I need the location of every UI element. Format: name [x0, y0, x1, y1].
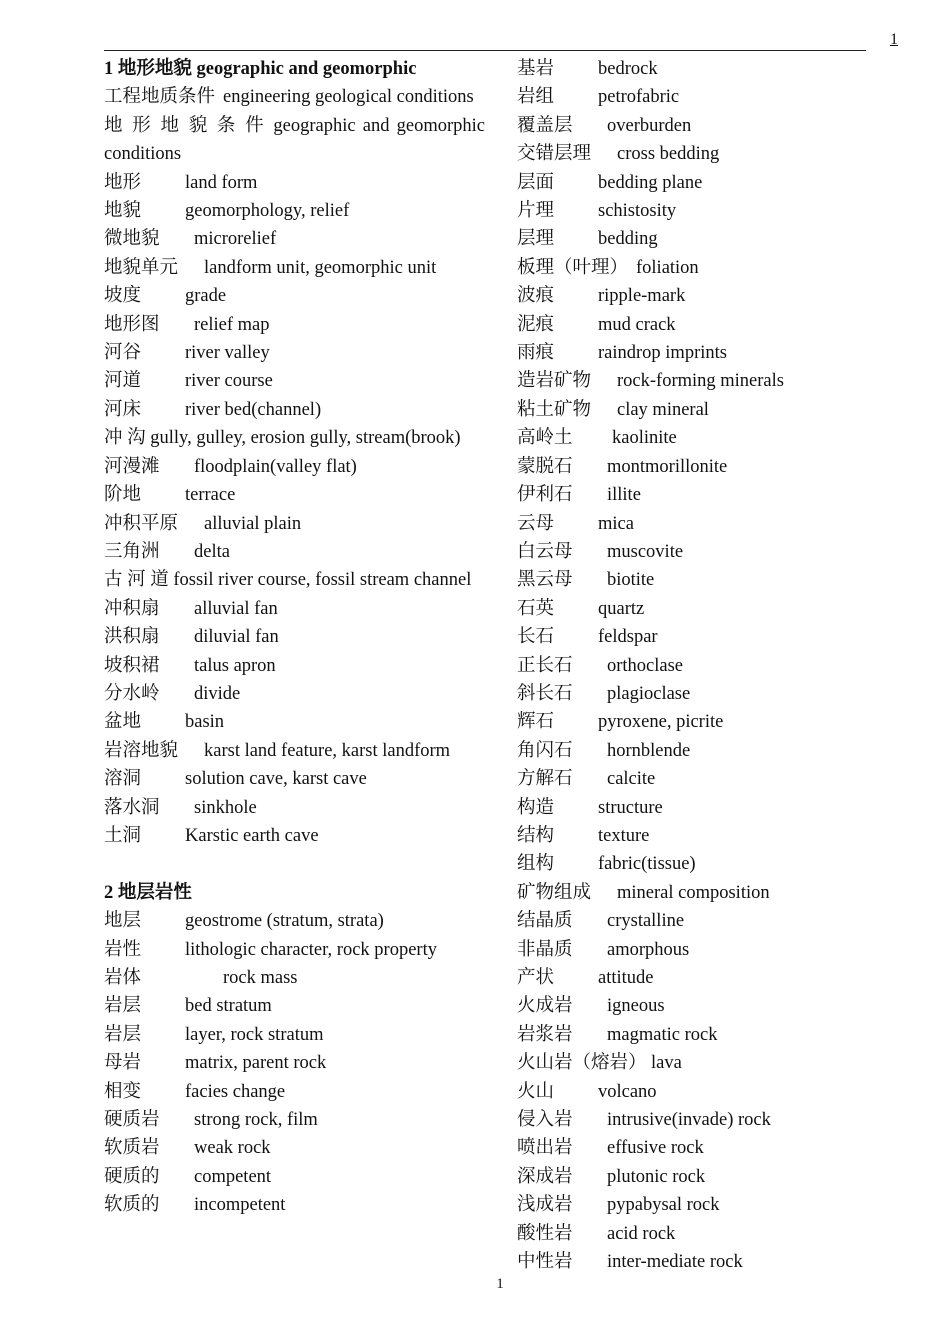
chinese-term: 片理 [517, 201, 555, 222]
english-term: bedrock [598, 59, 658, 79]
glossary-entry [517, 850, 877, 878]
english-term: effusive rock [607, 1138, 704, 1159]
chinese-term: 地层 [104, 911, 142, 932]
glossary-entry [104, 1021, 485, 1049]
glossary-entry [517, 55, 877, 83]
english-term: matrix, parent rock [185, 1053, 327, 1074]
english-term: lithologic character, rock property [185, 939, 437, 960]
english-term: relief map [194, 314, 270, 335]
chinese-term: 微地貌 [104, 229, 160, 250]
english-term: river course [185, 371, 273, 392]
chinese-term: 角闪石 [517, 740, 573, 761]
glossary-entry [517, 1248, 877, 1276]
english-term: magmatic rock [607, 1024, 718, 1045]
glossary-entry [517, 1049, 877, 1077]
english-term: muscovite [607, 541, 684, 562]
english-term: alluvial fan [194, 598, 278, 619]
english-term: structure [598, 797, 663, 818]
glossary-entry [517, 140, 877, 168]
glossary-entry [517, 1134, 877, 1162]
glossary-entry [104, 765, 485, 793]
glossary-entry [517, 311, 877, 339]
english-term: mineral composition [617, 882, 770, 903]
english-term: hornblende [607, 740, 691, 761]
glossary-entry [517, 652, 877, 680]
english-term: foliation [636, 257, 699, 278]
chinese-term: 高岭土 [517, 428, 573, 449]
chinese-term: 产状 [517, 968, 555, 988]
chinese-term: 浅成岩 [517, 1195, 573, 1216]
chinese-term: 非晶质 [517, 939, 573, 960]
section-heading: 2 地层岩性 [104, 882, 192, 903]
chinese-term: 三角洲 [104, 541, 160, 562]
english-term: land form [185, 172, 258, 193]
english-term: bedding [598, 229, 658, 250]
blank-line [104, 850, 485, 878]
glossary-entry [104, 1163, 485, 1191]
english-term: texture [598, 825, 650, 846]
glossary-entry [517, 1078, 877, 1106]
english-term: plagioclase [607, 683, 691, 704]
chinese-term: 河漫滩 [104, 456, 160, 477]
chinese-term: 白云母 [517, 541, 573, 562]
chinese-term: 云母 [517, 513, 555, 534]
glossary-entry [517, 453, 877, 481]
glossary-entry [104, 595, 485, 623]
glossary-entry [517, 623, 877, 651]
chinese-term: 火山岩（熔岩） [517, 1053, 647, 1074]
glossary-entry [104, 1134, 485, 1162]
chinese-term: 溶洞 [104, 769, 142, 790]
glossary-entry [104, 1106, 485, 1134]
chinese-term: 斜长石 [517, 683, 573, 704]
glossary-entry [517, 367, 877, 395]
chinese-term: 岩层 [104, 1024, 142, 1045]
english-term: igneous [607, 996, 665, 1017]
chinese-term: 母岩 [104, 1053, 142, 1074]
glossary-entry [517, 83, 877, 111]
english-term: rock mass [223, 967, 298, 988]
english-term: ripple-mark [598, 286, 686, 307]
english-term: alluvial plain [204, 513, 302, 534]
english-term: raindrop imprints [598, 343, 727, 364]
english-term: divide [194, 683, 241, 704]
glossary-entry [104, 964, 485, 992]
chinese-term: 岩体 [104, 967, 142, 988]
english-term: crystalline [607, 911, 685, 932]
chinese-term: 波痕 [517, 286, 555, 307]
chinese-term: 地形 [104, 172, 142, 193]
glossary-entry [104, 1191, 485, 1219]
glossary-entry [517, 566, 877, 594]
chinese-term: 造岩矿物 [517, 371, 592, 392]
glossary-entry [104, 83, 485, 111]
glossary-entry [517, 1106, 877, 1134]
chinese-term: 矿物组成 [517, 882, 592, 903]
english-term: clay mineral [617, 399, 709, 420]
english-term: mud crack [598, 314, 676, 335]
english-term: delta [194, 541, 230, 562]
glossary-entry [517, 822, 877, 850]
glossary-entry [104, 282, 485, 310]
glossary-entry [517, 708, 877, 736]
glossary-entry [104, 538, 485, 566]
glossary-entry [104, 254, 485, 282]
glossary-entry [517, 481, 877, 509]
chinese-term: 岩层 [104, 996, 142, 1017]
chinese-term: 落水洞 [104, 797, 160, 818]
english-term: calcite [607, 769, 656, 790]
english-term: quartz [598, 598, 645, 619]
english-term: intrusive(invade) rock [607, 1110, 771, 1131]
english-term: plutonic rock [607, 1166, 706, 1187]
english-term: strong rock, film [194, 1110, 318, 1131]
glossary-entry [104, 907, 485, 935]
chinese-term: 软质岩 [104, 1138, 160, 1159]
english-term: biotite [607, 570, 655, 591]
chinese-term: 伊利石 [517, 485, 573, 506]
english-term: inter-mediate rock [607, 1252, 743, 1273]
glossary-entry [517, 595, 877, 623]
english-term: bed stratum [185, 996, 272, 1017]
chinese-term: 地形图 [104, 314, 160, 335]
glossary-entry [517, 339, 877, 367]
english-term: river valley [185, 343, 270, 364]
english-term: feldspar [598, 627, 658, 648]
english-term: illite [607, 485, 641, 506]
chinese-term: 冲积扇 [104, 598, 160, 619]
chinese-term: 层面 [517, 172, 555, 193]
english-term: karst land feature, karst landform [204, 740, 451, 761]
chinese-term: 火山 [517, 1081, 555, 1102]
chinese-term: 雨痕 [517, 343, 555, 364]
glossary-entry [104, 680, 485, 708]
glossary-entry [104, 225, 485, 253]
glossary-entry [517, 1191, 877, 1219]
english-term: pyroxene, picrite [598, 712, 724, 733]
glossary-entry-wrapped: 古 河 道 fossil river course, fossil stream channel [104, 570, 472, 591]
chinese-term: 交错层理 [517, 144, 592, 165]
chinese-term: 板理（叶理） [517, 257, 629, 278]
english-term: weak rock [194, 1138, 271, 1159]
english-term: facies change [185, 1081, 286, 1102]
chinese-term: 岩组 [517, 87, 555, 108]
english-term: competent [194, 1166, 272, 1187]
english-term: pypabysal rock [607, 1195, 720, 1216]
chinese-term: 基岩 [517, 59, 555, 79]
chinese-term: 黑云母 [517, 570, 573, 591]
chinese-term: 盆地 [104, 712, 142, 733]
chinese-term: 蒙脱石 [517, 456, 573, 477]
glossary-entry [104, 169, 485, 197]
english-term: schistosity [598, 201, 677, 222]
chinese-term: 中性岩 [517, 1252, 573, 1273]
chinese-term: 结晶质 [517, 911, 573, 932]
glossary-entry [517, 794, 877, 822]
english-term: terrace [185, 485, 236, 506]
chinese-term: 深成岩 [517, 1166, 573, 1187]
glossary-entry-wrapped: 地 形 地 貌 条 件 geographic and geomorphic conditions [104, 115, 485, 165]
chinese-term: 河谷 [104, 343, 142, 364]
english-term: landform unit, geomorphic unit [204, 257, 437, 278]
header-page-number: 1 [890, 31, 898, 48]
english-term: talus apron [194, 655, 276, 676]
glossary-entry [104, 708, 485, 736]
glossary-entry [517, 396, 877, 424]
glossary-entry [517, 737, 877, 765]
glossary-entry [517, 964, 877, 992]
chinese-term: 侵入岩 [517, 1110, 573, 1131]
english-term: floodplain(valley flat) [194, 456, 357, 477]
glossary-entry [104, 311, 485, 339]
glossary-entry [517, 992, 877, 1020]
chinese-term: 土洞 [104, 825, 142, 846]
glossary-entry [517, 879, 877, 907]
chinese-term: 覆盖层 [517, 115, 573, 136]
english-term: incompetent [194, 1195, 286, 1216]
glossary-right-column [517, 55, 877, 1276]
chinese-term: 河道 [104, 371, 142, 392]
glossary-entry [517, 112, 877, 140]
chinese-term: 坡度 [104, 286, 142, 307]
glossary-entry [104, 936, 485, 964]
chinese-term: 粘土矿物 [517, 399, 592, 420]
header-rule [104, 50, 866, 51]
glossary-entry [104, 1049, 485, 1077]
glossary-entry [104, 339, 485, 367]
glossary-entry [104, 652, 485, 680]
english-term: grade [185, 286, 227, 307]
chinese-term: 岩溶地貌 [104, 740, 179, 761]
english-term: cross bedding [617, 144, 720, 165]
chinese-term: 层理 [517, 229, 555, 250]
english-term: amorphous [607, 939, 690, 960]
english-term: petrofabric [598, 87, 680, 108]
english-term: solution cave, karst cave [185, 769, 367, 790]
glossary-entry [517, 680, 877, 708]
english-term: rock-forming minerals [617, 371, 784, 392]
chinese-term: 喷出岩 [517, 1138, 573, 1159]
english-term: overburden [607, 115, 692, 136]
glossary-entry [517, 225, 877, 253]
glossary-entry [517, 1021, 877, 1049]
chinese-term: 火成岩 [517, 996, 573, 1017]
english-term: bedding plane [598, 172, 703, 193]
glossary-entry [517, 424, 877, 452]
glossary-entry [104, 481, 485, 509]
glossary-entry [517, 538, 877, 566]
chinese-term: 方解石 [517, 769, 573, 790]
english-term: engineering geological conditions [223, 87, 474, 108]
glossary-entry [517, 169, 877, 197]
glossary-entry [104, 396, 485, 424]
section-heading: 1 地形地貌 geographic and geomorphic [104, 59, 417, 79]
glossary-entry [517, 1220, 877, 1248]
chinese-term: 相变 [104, 1081, 142, 1102]
chinese-term: 阶地 [104, 485, 142, 506]
english-term: volcano [598, 1081, 657, 1102]
english-term: acid rock [607, 1223, 676, 1244]
chinese-term: 硬质岩 [104, 1110, 160, 1131]
glossary-entry [517, 510, 877, 538]
glossary-entry [517, 907, 877, 935]
english-term: orthoclase [607, 655, 684, 676]
chinese-term: 分水岭 [104, 683, 160, 704]
glossary-entry [104, 1078, 485, 1106]
english-term: attitude [598, 968, 654, 988]
chinese-term: 石英 [517, 598, 555, 619]
english-term: layer, rock stratum [185, 1024, 324, 1045]
english-term: kaolinite [612, 428, 677, 449]
chinese-term: 坡积裙 [104, 655, 160, 676]
glossary-entry [517, 936, 877, 964]
glossary-entry [517, 1163, 877, 1191]
english-term: sinkhole [194, 797, 257, 818]
glossary-left-column [104, 55, 485, 1220]
chinese-term: 酸性岩 [517, 1223, 573, 1244]
english-term: mica [598, 513, 634, 534]
glossary-entry [104, 992, 485, 1020]
chinese-term: 洪积扇 [104, 627, 160, 648]
chinese-term: 结构 [517, 825, 555, 846]
chinese-term: 岩浆岩 [517, 1024, 573, 1045]
glossary-entry [104, 367, 485, 395]
glossary-entry [104, 737, 485, 765]
glossary-entry [104, 510, 485, 538]
chinese-term: 河床 [104, 399, 142, 420]
english-term: lava [651, 1053, 682, 1074]
chinese-term: 长石 [517, 627, 555, 648]
chinese-term: 硬质的 [104, 1166, 160, 1187]
english-term: montmorillonite [607, 456, 728, 477]
glossary-entry [104, 197, 485, 225]
glossary-entry [517, 197, 877, 225]
english-term: river bed(channel) [185, 399, 322, 420]
chinese-term: 构造 [517, 797, 555, 818]
glossary-entry-wrapped: 冲 沟 gully, gulley, erosion gully, stream(brook) [104, 428, 461, 449]
english-term: fabric(tissue) [598, 854, 696, 875]
footer-page-number: 1 [496, 1276, 504, 1292]
english-term: geostrome (stratum, strata) [185, 911, 384, 932]
english-term: Karstic earth cave [185, 825, 319, 846]
glossary-entry [104, 822, 485, 850]
glossary-entry [104, 794, 485, 822]
chinese-term: 地貌单元 [104, 257, 179, 278]
chinese-term: 岩性 [104, 939, 142, 960]
chinese-term: 冲积平原 [104, 513, 179, 534]
glossary-entry [517, 765, 877, 793]
english-term: basin [185, 712, 225, 733]
chinese-term: 正长石 [517, 655, 573, 676]
glossary-entry [104, 623, 485, 651]
glossary-entry [517, 254, 877, 282]
chinese-term: 辉石 [517, 712, 555, 733]
chinese-term: 组构 [517, 854, 555, 875]
glossary-entry [517, 282, 877, 310]
chinese-term: 泥痕 [517, 314, 555, 335]
chinese-term: 工程地质条件 [104, 87, 216, 108]
english-term: geomorphology, relief [185, 201, 350, 222]
glossary-entry [104, 453, 485, 481]
chinese-term: 软质的 [104, 1195, 160, 1216]
chinese-term: 地貌 [104, 201, 142, 222]
english-term: diluvial fan [194, 627, 279, 648]
english-term: microrelief [194, 229, 277, 250]
